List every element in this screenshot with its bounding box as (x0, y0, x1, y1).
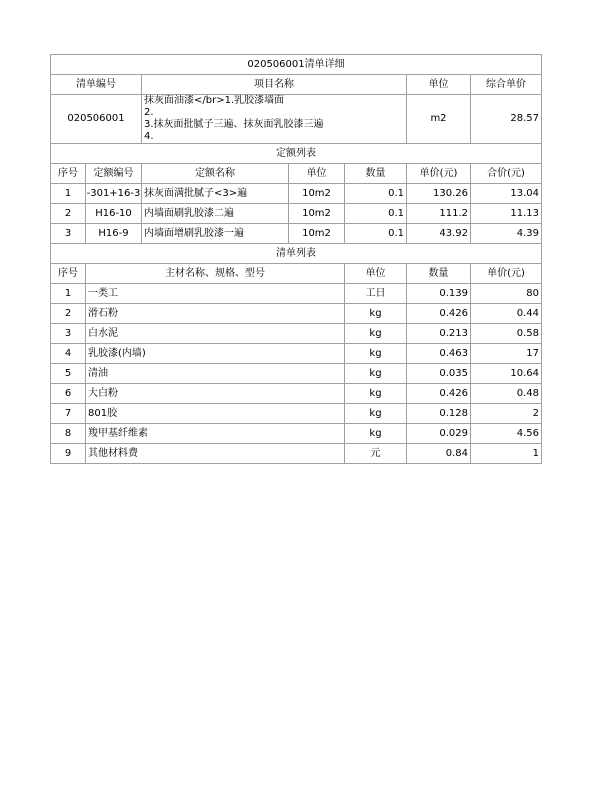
material-no: 3 (51, 324, 86, 344)
quota-unit: 10m2 (289, 204, 345, 224)
bill-name-line: 4. (144, 131, 154, 142)
material-unit-price: 4.56 (471, 424, 542, 444)
bill-unit: m2 (407, 95, 471, 144)
quota-qty-header: 数量 (345, 164, 407, 184)
material-name: 一类工 (86, 284, 345, 304)
bill-name (142, 95, 407, 144)
material-qty-header: 数量 (407, 264, 471, 284)
material-no-header: 序号 (51, 264, 86, 284)
quota-no-header: 序号 (51, 164, 86, 184)
material-name: 清油 (86, 364, 345, 384)
bill-detail-table (50, 54, 542, 464)
material-row (51, 304, 542, 324)
quota-total: 4.39 (471, 224, 542, 244)
material-section-title: 清单列表 (51, 244, 542, 264)
material-row (51, 384, 542, 404)
quota-unit: 10m2 (289, 184, 345, 204)
quota-total: 13.04 (471, 184, 542, 204)
bill-unit-header: 单位 (407, 75, 471, 95)
material-row (51, 324, 542, 344)
bill-price: 28.57 (471, 95, 542, 144)
quota-name: 内墙面增刷乳胶漆一遍 (142, 224, 289, 244)
quota-name: 抹灰面满批腻子<3>遍 (142, 184, 289, 204)
material-row (51, 424, 542, 444)
material-unit-price: 0.44 (471, 304, 542, 324)
material-unit: kg (345, 404, 407, 424)
material-row (51, 364, 542, 384)
bill-name-line: 抹灰面油漆</br>1.乳胶漆墙面 (144, 95, 285, 106)
material-qty: 0.035 (407, 364, 471, 384)
quota-total-header: 合价(元) (471, 164, 542, 184)
material-unit: kg (345, 324, 407, 344)
material-name: 白水泥 (86, 324, 345, 344)
quota-no: 3 (51, 224, 86, 244)
material-unit: kg (345, 304, 407, 324)
quota-qty: 0.1 (345, 204, 407, 224)
quota-unit-price: 130.26 (407, 184, 471, 204)
material-qty: 0.426 (407, 304, 471, 324)
material-qty: 0.139 (407, 284, 471, 304)
material-row (51, 444, 542, 464)
quota-total: 11.13 (471, 204, 542, 224)
material-unit-price: 1 (471, 444, 542, 464)
material-name: 其他材料费 (86, 444, 345, 464)
quota-header-row (51, 164, 542, 184)
quota-name-header: 定额名称 (142, 164, 289, 184)
quota-code: H16-10 (86, 204, 142, 224)
quota-section-title: 定额列表 (51, 144, 542, 164)
material-qty: 0.463 (407, 344, 471, 364)
quota-row (51, 204, 542, 224)
material-row (51, 404, 542, 424)
quota-code: -301+16-3 (86, 184, 142, 204)
material-name: 801胶 (86, 404, 345, 424)
material-no: 7 (51, 404, 86, 424)
material-unit-price: 17 (471, 344, 542, 364)
material-header-row (51, 264, 542, 284)
bill-code: 020506001 (51, 95, 142, 144)
material-unit: 元 (345, 444, 407, 464)
quota-unit-price: 111.2 (407, 204, 471, 224)
material-name: 乳胶漆(内墙) (86, 344, 345, 364)
bill-name-line: 2. (144, 107, 154, 118)
quota-qty: 0.1 (345, 224, 407, 244)
quota-row (51, 184, 542, 204)
material-name: 羧甲基纤维素 (86, 424, 345, 444)
material-price-header: 单价(元) (471, 264, 542, 284)
quota-unit-price: 43.92 (407, 224, 471, 244)
material-unit: kg (345, 364, 407, 384)
material-no: 9 (51, 444, 86, 464)
material-unit: kg (345, 384, 407, 404)
material-no: 6 (51, 384, 86, 404)
material-unit-price: 2 (471, 404, 542, 424)
material-no: 4 (51, 344, 86, 364)
title-row (51, 55, 542, 75)
quota-code: H16-9 (86, 224, 142, 244)
page-title: 020506001清单详细 (51, 55, 542, 75)
quota-unit: 10m2 (289, 224, 345, 244)
bill-name-header: 项目名称 (142, 75, 407, 95)
material-no: 5 (51, 364, 86, 384)
quota-unit-header: 单位 (289, 164, 345, 184)
quota-row (51, 224, 542, 244)
quota-name: 内墙面刷乳胶漆二遍 (142, 204, 289, 224)
material-qty: 0.426 (407, 384, 471, 404)
quota-code-header: 定额编号 (86, 164, 142, 184)
quota-price-header: 单价(元) (407, 164, 471, 184)
material-qty: 0.213 (407, 324, 471, 344)
material-unit: kg (345, 344, 407, 364)
material-row (51, 284, 542, 304)
quota-no: 2 (51, 204, 86, 224)
material-no: 1 (51, 284, 86, 304)
bill-header-row (51, 75, 542, 95)
quota-section-row (51, 144, 542, 164)
bill-price-header: 综合单价 (471, 75, 542, 95)
material-qty: 0.84 (407, 444, 471, 464)
material-unit-price: 0.48 (471, 384, 542, 404)
material-unit-price: 0.58 (471, 324, 542, 344)
bill-code-header: 清单编号 (51, 75, 142, 95)
material-row (51, 344, 542, 364)
material-unit-price: 80 (471, 284, 542, 304)
bill-row (51, 95, 542, 144)
material-name: 大白粉 (86, 384, 345, 404)
material-qty: 0.029 (407, 424, 471, 444)
material-section-row (51, 244, 542, 264)
material-unit-price: 10.64 (471, 364, 542, 384)
material-name: 滑石粉 (86, 304, 345, 324)
material-unit-header: 单位 (345, 264, 407, 284)
material-unit: 工日 (345, 284, 407, 304)
quota-no: 1 (51, 184, 86, 204)
material-qty: 0.128 (407, 404, 471, 424)
material-no: 2 (51, 304, 86, 324)
bill-name-line: 3.抹灰面批腻子三遍、抹灰面乳胶漆三遍 (144, 119, 324, 130)
material-name-header: 主材名称、规格、型号 (86, 264, 345, 284)
material-no: 8 (51, 424, 86, 444)
material-unit: kg (345, 424, 407, 444)
quota-qty: 0.1 (345, 184, 407, 204)
